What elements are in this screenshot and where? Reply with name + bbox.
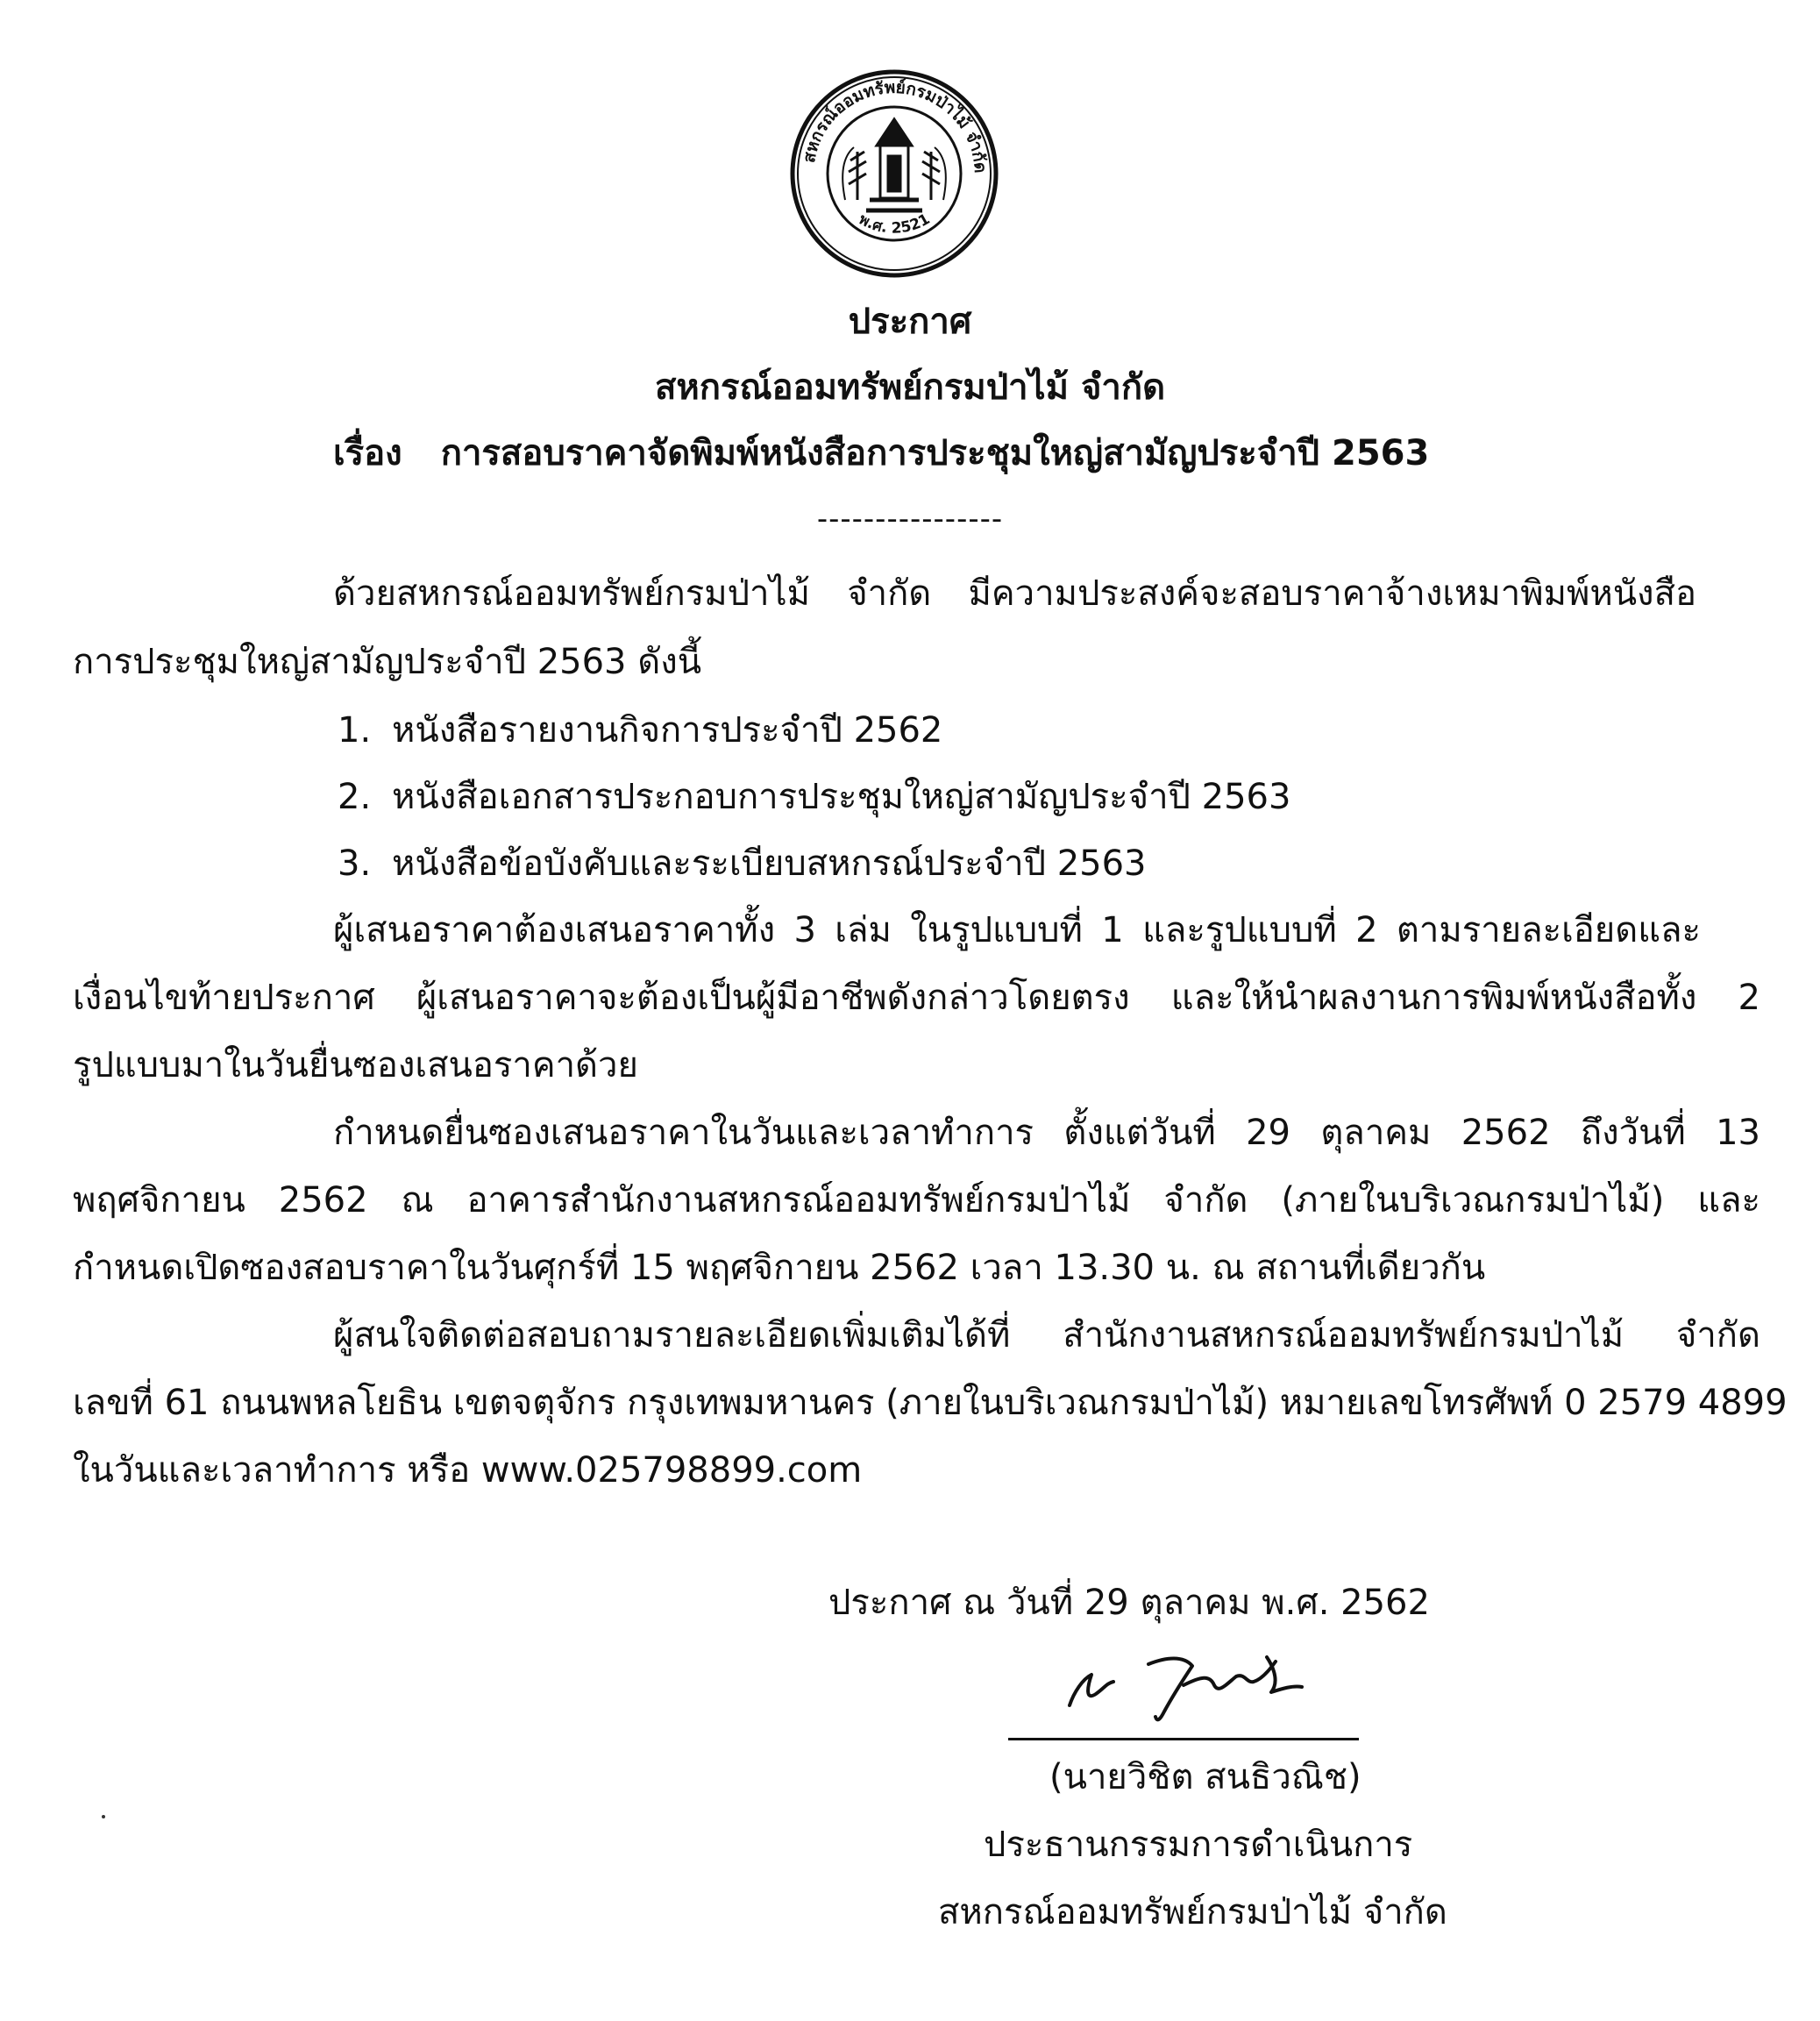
- list-item-number: 2.: [338, 777, 372, 817]
- subject-label: เรื่อง: [333, 433, 402, 473]
- list-item-text: หนังสือเอกสารประกอบการประชุมใหญ่สามัญประจำปี 2563: [392, 777, 1291, 817]
- separator: ----------------: [816, 502, 1004, 537]
- intro-line-2: การประชุมใหญ่สามัญประจำปี 2563 ดังนี้: [73, 642, 702, 682]
- announcement-title: ประกาศ: [848, 302, 972, 342]
- seal-graphic: [789, 68, 999, 279]
- para4-line-2: เลขที่ 61 ถนนพหลโยธิน เขตจตุจักร กรุงเทพมหานคร (ภายในบริเวณกรมป่าไม้) หมายเลขโทรศัพท์ 0 2579 4899: [73, 1383, 1788, 1423]
- list-item: [338, 842, 1147, 886]
- para4-line-3: ในวันและเวลาทำการ หรือ www.025798899.com: [73, 1450, 863, 1491]
- signer-position: ประธานกรรมการดำเนินการ: [984, 1825, 1413, 1865]
- signature-line: [1008, 1738, 1359, 1740]
- para2-line-2: เงื่อนไขท้ายประกาศ ผู้เสนอราคาจะต้องเป็นผู้มีอาชีพดังกล่าวโดยตรง และให้นำผลงานการพิมพ์หนังสือทั้ง 2: [73, 978, 1760, 1018]
- subject-text: การสอบราคาจัดพิมพ์หนังสือการประชุมใหญ่สามัญประจำปี 2563: [440, 433, 1430, 473]
- para3-line-2: พฤศจิกายน 2562 ณ อาคารสำนักงานสหกรณ์ออมทรัพย์กรมป่าไม้ จำกัด (ภายในบริเวณกรมป่าไม้) และ: [73, 1180, 1760, 1220]
- scan-speck: [102, 1815, 105, 1818]
- subject-line: [333, 431, 1429, 475]
- para3-line-3: กำหนดเปิดซองสอบราคาในวันศุกร์ที่ 15 พฤศจิกายน 2562 เวลา 13.30 น. ณ สถานที่เดียวกัน: [73, 1248, 1486, 1288]
- signature: [1052, 1631, 1376, 1745]
- seal-year-text: พ.ศ. 2521: [855, 210, 934, 238]
- para2-line-3: รูปแบบมาในวันยื่นซองเสนอราคาด้วย: [73, 1045, 638, 1085]
- list-item-text: หนังสือข้อบังคับและระเบียบสหกรณ์ประจำปี 2563: [392, 843, 1147, 884]
- para3-line-1: กำหนดยื่นซองเสนอราคาในวันและเวลาทำการ ตั้งแต่วันที่ 29 ตุลาคม 2562 ถึงวันที่ 13: [333, 1113, 1760, 1153]
- list-item-number: 3.: [338, 843, 372, 884]
- para4-line-1: ผู้สนใจติดต่อสอบถามรายละเอียดเพิ่มเติมได้ที่ สำนักงานสหกรณ์ออมทรัพย์กรมป่าไม้ จำกัด: [333, 1315, 1760, 1356]
- signer-name: (นายวิชิต สนธิวณิช): [1049, 1757, 1361, 1797]
- cooperative-seal: [789, 68, 999, 279]
- para2-line-1: ผู้เสนอราคาต้องเสนอราคาทั้ง 3 เล่ม ในรูปแบบที่ 1 และรูปแบบที่ 2 ตามรายละเอียดและ: [333, 910, 1701, 950]
- organization-name: สหกรณ์ออมทรัพย์กรมป่าไม้ จำกัด: [654, 367, 1166, 408]
- signer-organization: สหกรณ์ออมทรัพย์กรมป่าไม้ จำกัด: [938, 1892, 1447, 1932]
- list-item-text: หนังสือรายงานกิจการประจำปี 2562: [392, 710, 943, 751]
- announce-date: ประกาศ ณ วันที่ 29 ตุลาคม พ.ศ. 2562: [828, 1583, 1430, 1623]
- list-item: [338, 708, 942, 752]
- intro-line-1: ด้วยสหกรณ์ออมทรัพย์กรมป่าไม้ จำกัด มีความประสงค์จะสอบราคาจ้างเหมาพิมพ์หนังสือ: [333, 573, 1696, 614]
- list-item: [338, 775, 1290, 819]
- seal-ring-text: สหกรณ์ออมทรัพย์กรมป่าไม้ จำกัด: [799, 77, 991, 174]
- signature-scribble: [1052, 1631, 1376, 1745]
- list-item-number: 1.: [338, 710, 372, 751]
